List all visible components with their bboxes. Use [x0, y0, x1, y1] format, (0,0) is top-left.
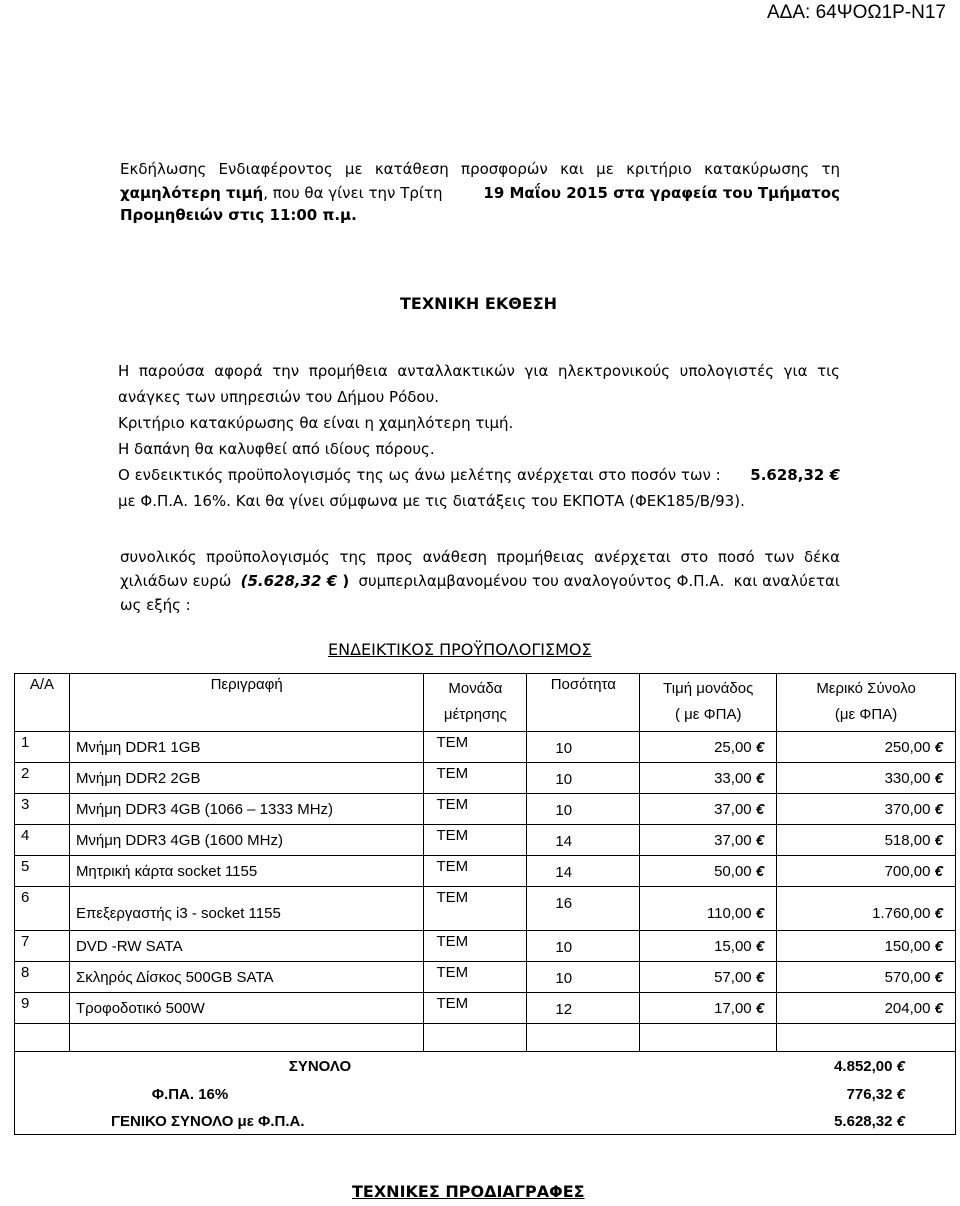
euro-icon: € [829, 466, 840, 484]
budget-paragraph [120, 545, 840, 617]
row-quantity: 10 [527, 763, 640, 794]
table-spacer-row [15, 1024, 956, 1052]
row-description: Μνήμη DDR2 2GB [69, 763, 424, 794]
row-aa: 5 [15, 856, 70, 887]
euro-icon: € [934, 739, 943, 756]
row-unit: ΤΕΜ [424, 825, 527, 856]
row-unit-price: 50,00 € [640, 856, 777, 887]
sum-value: 4.852,00 € [834, 1057, 905, 1075]
euro-icon: € [326, 572, 338, 590]
specs-title: ΤΕΧΝΙΚΕΣ ΠΡΟΔΙΑΓΡΑΦΕΣ [352, 1182, 585, 1201]
table-row [15, 732, 956, 763]
col-aa: Α/Α [15, 674, 70, 732]
intro-lowest-price: χαμηλότερη τιμή [120, 184, 264, 202]
row-unit-price: 17,00 € [640, 993, 777, 1024]
budget-vat-text: συμπεριλαμβανομένου του αναλογούντος Φ.Π.Α. [358, 572, 725, 590]
table-row [15, 825, 956, 856]
ada-code: ΑΔΑ: 64ΨΟΩ1Ρ-Ν17 [766, 2, 946, 23]
row-unit-price: 57,00 € [640, 962, 777, 993]
row-total: 250,00 € [777, 732, 956, 763]
grand-value: 5.628,32 € [834, 1112, 905, 1130]
intro-paragraph [120, 160, 840, 224]
row-unit-price: 25,00 € [640, 732, 777, 763]
row-unit-price: 15,00 € [640, 931, 777, 962]
budget-line-1: συνολικός προϋπολογισμός της προς ανάθεση προμήθειας ανέρχεται στο ποσό των δέκα [120, 548, 840, 566]
tech-line-1: Η παρούσα αφορά την προμήθεια ανταλλακτικών για ηλεκτρονικούς υπολογιστές για τις [118, 362, 840, 380]
row-description: Μητρική κάρτα socket 1155 [69, 856, 424, 887]
row-quantity: 10 [527, 962, 640, 993]
budget-amount: (5.628,32 € ) [240, 572, 350, 590]
row-quantity: 10 [527, 931, 640, 962]
table-row [15, 962, 956, 993]
row-quantity: 16 [527, 887, 640, 931]
row-unit: ΤΕΜ [424, 763, 527, 794]
budget-line-3: ως εξής : [120, 596, 191, 614]
sum-label: ΣΥΝΟΛΟ [288, 1057, 352, 1075]
row-total: 518,00 € [777, 825, 956, 856]
intro-line-2 [120, 184, 840, 202]
col-desc: Περιγραφή [69, 674, 424, 732]
row-unit: ΤΕΜ [424, 993, 527, 1024]
table-row [15, 887, 956, 931]
euro-icon: € [755, 938, 765, 955]
euro-icon: € [755, 863, 765, 880]
col-qty: Ποσότητα [527, 674, 640, 732]
row-total: 370,00 € [777, 794, 956, 825]
table-row [15, 993, 956, 1024]
table-row [15, 763, 956, 794]
euro-icon: € [934, 969, 943, 986]
euro-icon: € [896, 1057, 905, 1075]
euro-icon: € [755, 905, 765, 922]
row-total: 330,00 € [777, 763, 956, 794]
euro-icon: € [896, 1112, 905, 1130]
row-unit-price: 33,00 € [640, 763, 777, 794]
row-unit: ΤΕΜ [424, 887, 527, 931]
row-aa: 3 [15, 794, 70, 825]
col-total: Μερικό Σύνολο (με ΦΠΑ) [777, 674, 956, 732]
col-price: Τιμή μονάδος ( με ΦΠΑ) [640, 674, 777, 732]
row-quantity: 12 [527, 993, 640, 1024]
row-aa: 8 [15, 962, 70, 993]
row-unit-price: 110,00 € [640, 887, 777, 931]
row-description: Τροφοδοτικό 500W [69, 993, 424, 1024]
row-unit-price: 37,00 € [640, 794, 777, 825]
budget-table-title: ΕΝΔΕΙΚΤΙΚΟΣ ΠΡΟΫΠΟΛΟΓΙΣΜΟΣ [328, 640, 592, 659]
row-unit: ΤΕΜ [424, 931, 527, 962]
budget-words: χιλιάδων ευρώ [120, 572, 232, 590]
row-aa: 2 [15, 763, 70, 794]
row-aa: 4 [15, 825, 70, 856]
row-total: 150,00 € [777, 931, 956, 962]
row-description: Μνήμη DDR3 4GB (1066 – 1333 MHz) [69, 794, 424, 825]
row-total: 204,00 € [777, 993, 956, 1024]
row-unit-price: 37,00 € [640, 825, 777, 856]
tech-line-5 [118, 462, 840, 488]
table-row [15, 931, 956, 962]
intro-date: 19 Μαΐου 2015 στα γραφεία του Τμήματος [483, 184, 840, 202]
row-total: 570,00 € [777, 962, 956, 993]
row-description: Επεξεργαστής i3 - socket 1155 [69, 887, 424, 931]
row-description: DVD -RW SATA [69, 931, 424, 962]
technical-report-title: ΤΕΧΝΙΚΗ ΕΚΘΕΣΗ [400, 294, 558, 313]
euro-icon: € [934, 938, 943, 955]
intro-date-prefix: , που θα γίνει την Τρίτη [263, 184, 443, 202]
euro-icon: € [934, 770, 943, 787]
tech-line-2: ανάγκες των υπηρεσιών του Δήμου Ρόδου. [118, 388, 440, 406]
euro-icon: € [755, 801, 765, 818]
row-quantity: 10 [527, 732, 640, 763]
summary-vat-row [15, 1080, 956, 1108]
euro-icon: € [896, 1085, 905, 1103]
row-quantity: 10 [527, 794, 640, 825]
tech-budget-amount: 5.628,32 € [750, 466, 840, 484]
technical-report-body [118, 358, 840, 514]
grand-label: ΓΕΝΙΚΟ ΣΥΝΟΛΟ με Φ.Π.Α. [111, 1112, 305, 1130]
row-total: 1.760,00 € [777, 887, 956, 931]
summary-sum-row [15, 1052, 956, 1081]
intro-line-3: Προμηθειών στις 11:00 π.μ. [120, 206, 357, 224]
vat-value: 776,32 € [846, 1085, 905, 1103]
tech-line-3: Κριτήριο κατακύρωσης θα είναι η χαμηλότερη τιμή. [118, 414, 514, 432]
euro-icon: € [934, 863, 943, 880]
row-quantity: 14 [527, 825, 640, 856]
row-aa: 6 [15, 887, 70, 931]
euro-icon: € [934, 801, 943, 818]
budget-line-2 [120, 569, 840, 593]
row-unit: ΤΕΜ [424, 856, 527, 887]
table-header-row [15, 674, 956, 732]
tech-budget-text: Ο ενδεικτικός προϋπολογισμός της ως άνω μελέτης ανέρχεται στο ποσόν των : [118, 466, 721, 484]
col-unit: Μονάδα μέτρησης [424, 674, 527, 732]
row-description: Μνήμη DDR1 1GB [69, 732, 424, 763]
table-row [15, 856, 956, 887]
row-unit: ΤΕΜ [424, 794, 527, 825]
tech-line-4: Η δαπάνη θα καλυφθεί από ιδίους πόρους. [118, 440, 435, 458]
euro-icon: € [755, 969, 765, 986]
row-quantity: 14 [527, 856, 640, 887]
euro-icon: € [934, 832, 943, 849]
row-aa: 9 [15, 993, 70, 1024]
row-aa: 1 [15, 732, 70, 763]
summary-grand-row [15, 1108, 956, 1135]
row-total: 700,00 € [777, 856, 956, 887]
budget-table [14, 673, 956, 1135]
row-unit: ΤΕΜ [424, 962, 527, 993]
euro-icon: € [934, 1000, 943, 1017]
euro-icon: € [755, 832, 765, 849]
euro-icon: € [755, 1000, 765, 1017]
euro-icon: € [934, 905, 943, 922]
budget-analysis-text: και αναλύεται [733, 572, 840, 590]
row-aa: 7 [15, 931, 70, 962]
row-unit: ΤΕΜ [424, 732, 527, 763]
vat-label: Φ.ΠΑ. 16% [151, 1085, 229, 1103]
euro-icon: € [755, 770, 765, 787]
table-row [15, 794, 956, 825]
euro-icon: € [755, 739, 765, 756]
tech-line-6: με Φ.Π.Α. 16%. Και θα γίνει σύμφωνα με τις διατάξεις του ΕΚΠΟΤΑ (ΦΕΚ185/Β/93). [118, 492, 745, 510]
row-description: Σκληρός Δίσκος 500GB SATA [69, 962, 424, 993]
row-description: Μνήμη DDR3 4GB (1600 MHz) [69, 825, 424, 856]
intro-line-1: Εκδήλωσης Ενδιαφέροντος με κατάθεση προσφορών και με κριτήριο κατακύρωσης τη [120, 160, 840, 178]
